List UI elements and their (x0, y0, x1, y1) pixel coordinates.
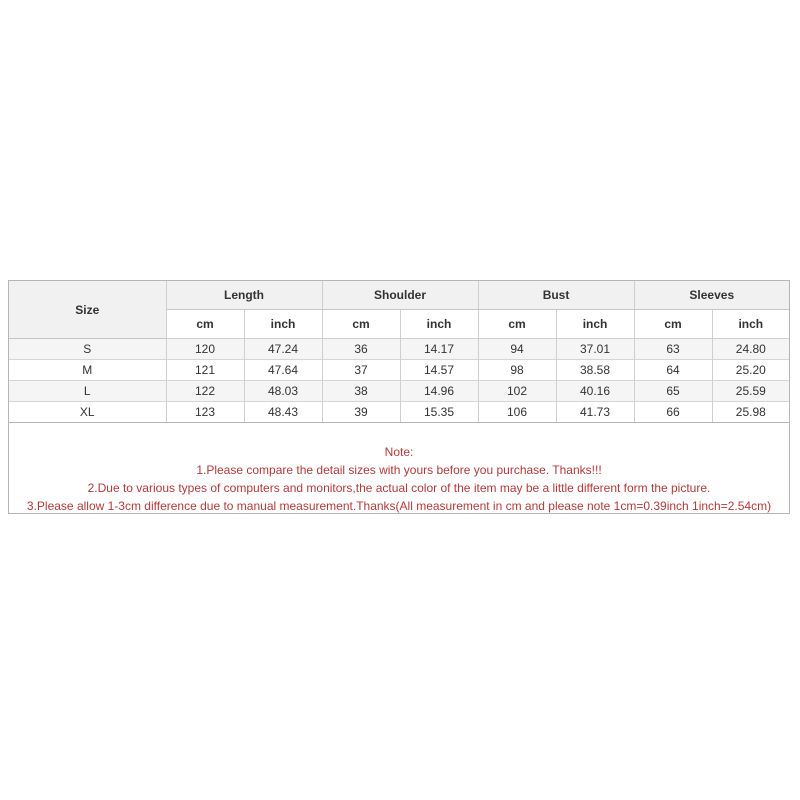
table-cell: 98 (478, 360, 556, 381)
size-cell: XL (9, 402, 166, 423)
table-cell: 14.17 (400, 339, 478, 360)
table-cell: 66 (634, 402, 712, 423)
notes-section (9, 423, 789, 513)
size-cell: S (9, 339, 166, 360)
group-header-length: Length (166, 281, 322, 310)
table-cell: 37 (322, 360, 400, 381)
table-cell: 25.59 (712, 381, 789, 402)
table-row (9, 339, 789, 360)
table-cell: 37.01 (556, 339, 634, 360)
table-cell: 65 (634, 381, 712, 402)
size-table (9, 281, 789, 423)
table-cell: 120 (166, 339, 244, 360)
table-cell: 38 (322, 381, 400, 402)
table-cell: 64 (634, 360, 712, 381)
size-cell: M (9, 360, 166, 381)
table-row (9, 381, 789, 402)
unit-header: inch (556, 310, 634, 339)
table-cell: 25.20 (712, 360, 789, 381)
size-header: Size (9, 281, 166, 339)
table-cell: 47.64 (244, 360, 322, 381)
unit-header: cm (166, 310, 244, 339)
table-cell: 94 (478, 339, 556, 360)
table-cell: 25.98 (712, 402, 789, 423)
table-cell: 47.24 (244, 339, 322, 360)
table-cell: 48.43 (244, 402, 322, 423)
table-cell: 15.35 (400, 402, 478, 423)
note-line: 1.Please compare the detail sizes with yours before you purchase. Thanks!!! (196, 463, 602, 477)
group-header-sleeves: Sleeves (634, 281, 789, 310)
group-header-bust: Bust (478, 281, 634, 310)
table-cell: 106 (478, 402, 556, 423)
table-cell: 14.57 (400, 360, 478, 381)
table-cell: 121 (166, 360, 244, 381)
table-cell: 24.80 (712, 339, 789, 360)
size-cell: L (9, 381, 166, 402)
unit-header: cm (478, 310, 556, 339)
table-cell: 39 (322, 402, 400, 423)
unit-header: inch (712, 310, 789, 339)
notes-title: Note: (384, 445, 414, 459)
table-row (9, 402, 789, 423)
table-cell: 40.16 (556, 381, 634, 402)
group-header-shoulder: Shoulder (322, 281, 478, 310)
table-cell: 38.58 (556, 360, 634, 381)
size-chart (8, 280, 790, 514)
size-rows (9, 339, 789, 423)
table-cell: 122 (166, 381, 244, 402)
unit-header: inch (244, 310, 322, 339)
table-cell: 41.73 (556, 402, 634, 423)
unit-header: inch (400, 310, 478, 339)
table-cell: 48.03 (244, 381, 322, 402)
note-line: 2.Due to various types of computers and monitors,the actual color of the item may be a little different form the picture. (87, 481, 711, 495)
unit-header: cm (634, 310, 712, 339)
note-line: 3.Please allow 1-3cm difference due to manual measurement.Thanks(All measurement in cm and please note 1cm=0.39inch 1inch=2.54cm) (26, 499, 772, 513)
table-cell: 36 (322, 339, 400, 360)
table-cell: 14.96 (400, 381, 478, 402)
table-cell: 123 (166, 402, 244, 423)
table-row (9, 360, 789, 381)
table-cell: 63 (634, 339, 712, 360)
table-cell: 102 (478, 381, 556, 402)
unit-header: cm (322, 310, 400, 339)
